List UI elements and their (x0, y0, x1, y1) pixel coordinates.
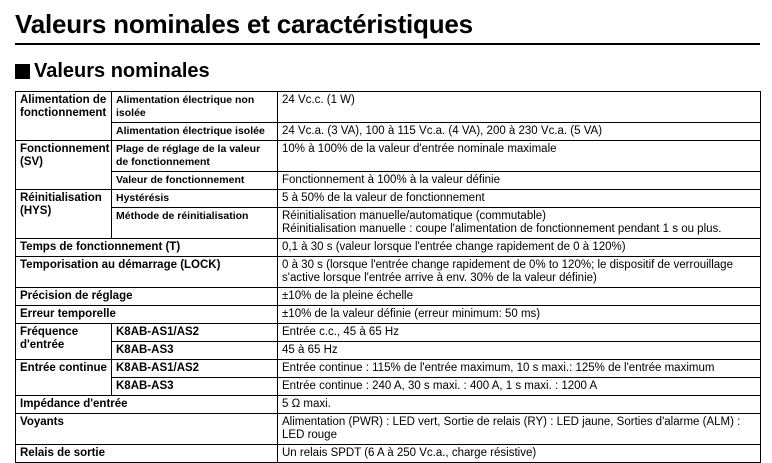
table-row (16, 288, 761, 306)
table-row (16, 396, 761, 414)
sub-label-freq-as1-as2: K8AB-AS1/AS2 (112, 324, 278, 342)
row-label-fonctionnement: Fonctionnement (SV) (16, 141, 112, 190)
table-row (16, 123, 761, 141)
row-label-reinitialisation: Réinitialisation (HYS) (16, 190, 112, 239)
value-isolee: 24 Vc.a. (3 VA), 100 à 115 Vc.a. (4 VA), 200 à 230 Vc.a. (5 VA) (278, 123, 761, 141)
row-label-impedance: Impédance d'entrée (16, 396, 278, 414)
section-title (15, 59, 210, 83)
sub-label-freq-as3: K8AB-AS3 (112, 342, 278, 360)
value-methode-line2: Réinitialisation manuelle : coupe l'alimentation de fonctionnement pendant 1 s ou plus. (282, 223, 722, 235)
value-relais: Un relais SPDT (6 A à 250 Vc.a., charge résistive) (278, 445, 761, 463)
table-row (16, 306, 761, 324)
table-row (16, 342, 761, 360)
table-row (16, 360, 761, 378)
value-temporisation: 0 à 30 s (lorsque l'entrée change rapidement de 0% to 120%; le dispositif de verrouillage s'active lorsque l'entrée arrive à env. 30% de la valeur définie) (278, 257, 761, 288)
value-erreur: ±10% de la valeur définie (erreur minimum: 50 ms) (278, 306, 761, 324)
row-label-entree-continue: Entrée continue (16, 360, 112, 396)
ratings-table (15, 91, 761, 463)
sub-label-entree-as1-as2: K8AB-AS1/AS2 (112, 360, 278, 378)
value-voyants: Alimentation (PWR) : LED vert, Sortie de relais (RY) : LED jaune, Sorties d'alarme (ALM) : LED rouge (278, 414, 761, 445)
section-title-text: Valeurs nominales (34, 60, 210, 82)
title-divider (15, 43, 760, 45)
value-entree-as1-as2: Entrée continue : 115% de l'entrée maximum, 10 s maxi.: 125% de l'entrée maximum (278, 360, 761, 378)
value-temps: 0,1 à 30 s (valeur lorsque l'entrée change rapidement de 0 à 120%) (278, 239, 761, 257)
page-title: Valeurs nominales et caractéristiques (15, 9, 473, 39)
row-label-temporisation: Temporisation au démarrage (LOCK) (16, 257, 278, 288)
value-hysteresis: 5 à 50% de la valeur de fonctionnement (278, 190, 761, 208)
value-valeur-fonctionnement: Fonctionnement à 100% à la valeur définie (278, 172, 761, 190)
table-row (16, 257, 761, 288)
table-row (16, 208, 761, 239)
square-bullet-icon (15, 64, 30, 79)
row-label-precision: Précision de réglage (16, 288, 278, 306)
row-label-temps: Temps de fonctionnement (T) (16, 239, 278, 257)
sub-label-methode: Méthode de réinitialisation (112, 208, 278, 239)
value-entree-as3: Entrée continue : 240 A, 30 s maxi. : 400 A, 1 s maxi. : 1200 A (278, 378, 761, 396)
value-methode (278, 208, 761, 239)
sub-label-valeur-fonctionnement: Valeur de fonctionnement (112, 172, 278, 190)
sub-label-isolee: Alimentation électrique isolée (112, 123, 278, 141)
table-row (16, 445, 761, 463)
table-row (16, 141, 761, 172)
value-freq-as3: 45 à 65 Hz (278, 342, 761, 360)
value-precision: ±10% de la pleine échelle (278, 288, 761, 306)
value-freq-as1-as2: Entrée c.c., 45 à 65 Hz (278, 324, 761, 342)
row-label-erreur: Erreur temporelle (16, 306, 278, 324)
table-row (16, 92, 761, 123)
table-row (16, 414, 761, 445)
sub-label-plage-reglage: Plage de réglage de la valeur de fonctionnement (112, 141, 278, 172)
table-row (16, 324, 761, 342)
value-non-isolee: 24 Vc.c. (1 W) (278, 92, 761, 123)
value-plage-reglage: 10% à 100% de la valeur d'entrée nominale maximale (278, 141, 761, 172)
table-row (16, 172, 761, 190)
table-row (16, 239, 761, 257)
table-row (16, 378, 761, 396)
sub-label-non-isolee: Alimentation électrique non isolée (112, 92, 278, 123)
sub-label-hysteresis: Hystérésis (112, 190, 278, 208)
value-impedance: 5 Ω maxi. (278, 396, 761, 414)
row-label-voyants: Voyants (16, 414, 278, 445)
sub-label-entree-as3: K8AB-AS3 (112, 378, 278, 396)
row-label-frequence: Fréquence d'entrée (16, 324, 112, 360)
row-label-alimentation: Alimentation de fonctionnement (16, 92, 112, 141)
table-row (16, 190, 761, 208)
value-methode-line1: Réinitialisation manuelle/automatique (commutable) (282, 210, 546, 222)
row-label-relais: Relais de sortie (16, 445, 278, 463)
